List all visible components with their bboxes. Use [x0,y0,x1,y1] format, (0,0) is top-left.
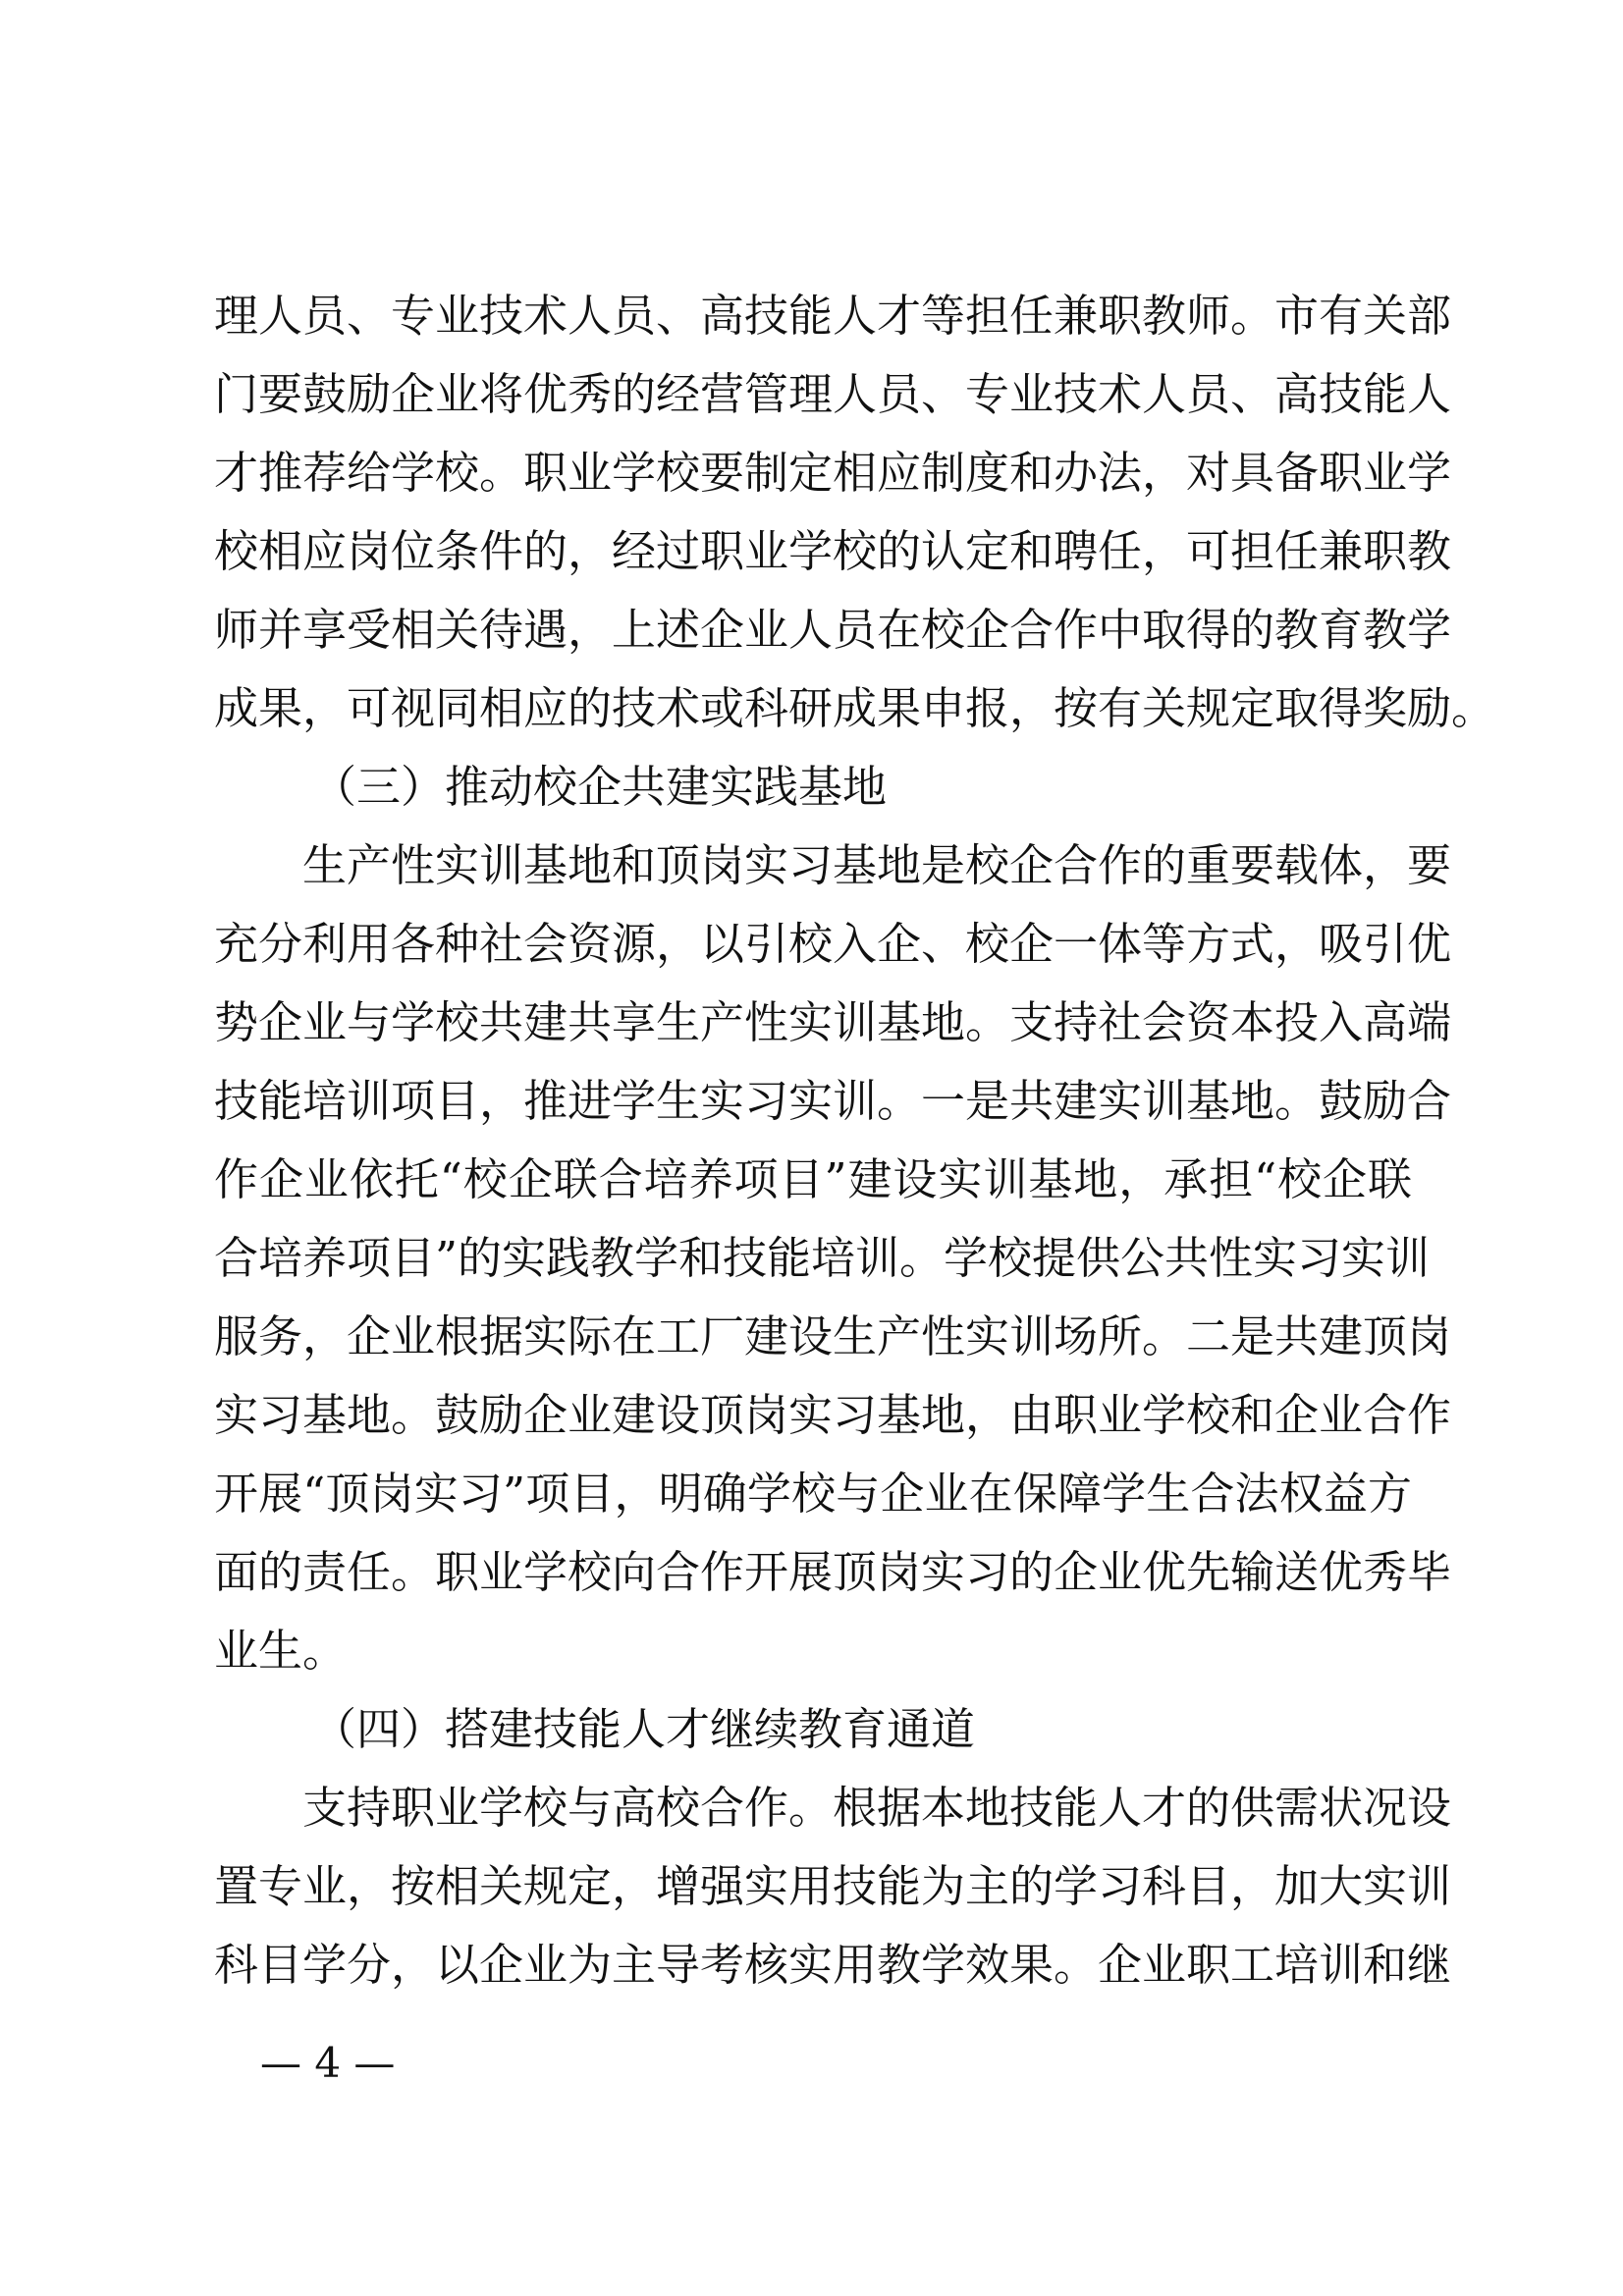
body-text-line: 支持职业学校与高校合作。根据本地技能人才的供需状况设 [302,1782,1452,1834]
body-text-line: 业生。 [214,1625,348,1677]
section-heading: （三）推动校企共建实践基地 [312,761,888,813]
body-text-line: 校相应岗位条件的，经过职业学校的认定和聘任，可担任兼职教 [214,525,1452,577]
body-text-line: 门要鼓励企业将优秀的经营管理人员、专业技术人员、高技能人 [214,368,1452,420]
body-text-line: 成果，可视同相应的技术或科研成果申报，按有关规定取得奖励。 [214,682,1496,734]
body-text-line: 才推荐给学校。职业学校要制定相应制度和办法，对具备职业学 [214,447,1452,499]
body-text-line: 开展“顶岗实习”项目，明确学校与企业在保障学生合法权益方 [214,1468,1412,1520]
body-text-line: 充分利用各种社会资源，以引校入企、校企一体等方式，吸引优 [214,918,1452,970]
body-text-line: 作企业依托“校企联合培养项目”建设实训基地，承担“校企联 [214,1153,1412,1205]
body-text-line: 势企业与学校共建共享生产性实训基地。支持社会资本投入高端 [214,996,1452,1048]
body-text-line: 生产性实训基地和顶岗实习基地是校企合作的重要载体，要 [302,839,1452,891]
body-text-line: 师并享受相关待遇，上述企业人员在校企合作中取得的教育教学 [214,604,1452,656]
body-text-line: 面的责任。职业学校向合作开展顶岗实习的企业优先输送优秀毕 [214,1546,1452,1598]
body-text-line: 科目学分，以企业为主导考核实用教学效果。企业职工培训和继 [214,1939,1452,1991]
body-text-line: 置专业，按相关规定，增强实用技能为主的学习科目，加大实训 [214,1860,1452,1912]
section-heading: （四）搭建技能人才继续教育通道 [312,1703,976,1755]
page-number: — 4 — [260,2039,396,2087]
body-text-line: 理人员、专业技术人员、高技能人才等担任兼职教师。市有关部 [214,290,1452,342]
body-text-line: 技能培训项目，推进学生实习实训。一是共建实训基地。鼓励合 [214,1075,1452,1127]
body-text-line: 服务，企业根据实际在工厂建设生产性实训场所。二是共建顶岗 [214,1310,1452,1362]
body-text-line: 合培养项目”的实践教学和技能培训。学校提供公共性实习实训 [214,1232,1431,1284]
body-text-line: 实习基地。鼓励企业建设顶岗实习基地，由职业学校和企业合作 [214,1389,1452,1441]
